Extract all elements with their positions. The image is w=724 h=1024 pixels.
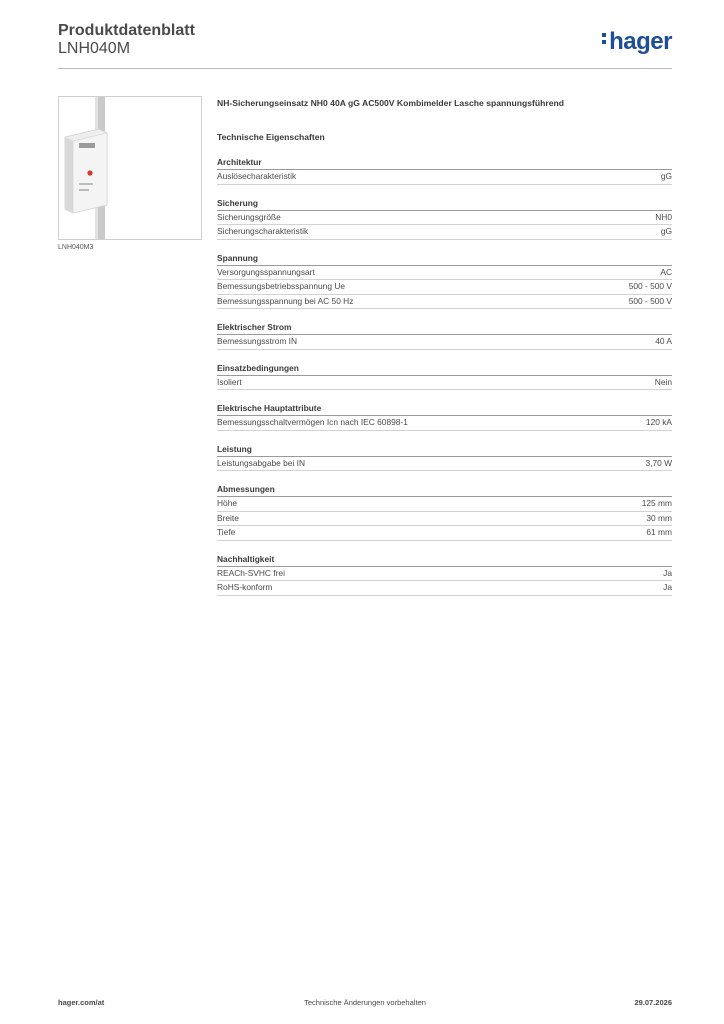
property-section — [217, 483, 672, 541]
property-label: RoHS-konform — [217, 582, 273, 592]
section-title: Leistung — [217, 443, 672, 457]
header-divider — [58, 68, 672, 69]
property-label: Breite — [217, 512, 239, 523]
property-row — [217, 170, 672, 185]
property-value: gG — [660, 171, 672, 181]
property-value: 125 mm — [641, 498, 672, 508]
property-section — [217, 443, 672, 472]
product-code: LNH040M — [58, 40, 131, 57]
property-row — [217, 581, 672, 596]
footer-website[interactable]: hager.com/at — [58, 998, 105, 1007]
page-header — [58, 20, 672, 68]
property-row — [217, 567, 672, 582]
section-title: Nachhaltigkeit — [217, 553, 672, 567]
property-row — [217, 280, 672, 295]
property-row — [217, 211, 672, 226]
footer-disclaimer: Technische Änderungen vorbehalten — [304, 998, 426, 1007]
section-title: Spannung — [217, 252, 672, 266]
property-section — [217, 321, 672, 350]
property-section — [217, 156, 672, 185]
property-value: AC — [660, 266, 672, 277]
property-label: Leistungsabgabe bei IN — [217, 457, 306, 468]
property-label: Isoliert — [217, 376, 242, 387]
property-row — [217, 512, 672, 527]
section-title: Elektrische Hauptattribute — [217, 402, 672, 416]
property-section — [217, 402, 672, 431]
property-value: 40 A — [655, 336, 672, 346]
hager-logo — [602, 28, 672, 56]
property-section — [217, 553, 672, 596]
property-label: Bemessungsspannung bei AC 50 Hz — [217, 295, 354, 306]
property-label: Höhe — [217, 498, 238, 508]
fuse-image-icon — [59, 97, 201, 239]
property-row — [217, 335, 672, 350]
document-title: Produktdatenblatt — [58, 22, 195, 39]
property-value: NH0 — [655, 211, 672, 222]
property-value: Nein — [654, 376, 672, 387]
property-section — [217, 362, 672, 391]
property-label: REACh-SVHC frei — [217, 567, 285, 578]
property-label: Tiefe — [217, 527, 236, 537]
section-title: Elektrischer Strom — [217, 321, 672, 335]
property-label: Sicherungscharakteristik — [217, 226, 309, 236]
property-value: 61 mm — [646, 527, 672, 537]
product-details — [217, 96, 672, 596]
property-value: 120 kA — [645, 417, 672, 427]
image-caption: LNH040M3 — [58, 244, 94, 251]
property-value: Ja — [663, 567, 672, 578]
technical-properties-heading: Technische Eigenschaften — [217, 132, 325, 142]
property-label: Sicherungsgröße — [217, 211, 281, 222]
property-value: Ja — [663, 582, 672, 592]
property-value: gG — [660, 226, 672, 236]
property-section — [217, 197, 672, 240]
property-label: Bemessungsbetriebsspannung Ue — [217, 281, 346, 291]
product-image — [58, 96, 202, 240]
logo-dots-icon — [602, 30, 607, 47]
product-description: NH-Sicherungseinsatz NH0 40A gG AC500V Kombimelder Lasche spannungsführend — [217, 98, 565, 108]
footer-date: 29.07.2026 — [634, 998, 672, 1007]
property-row — [217, 416, 672, 431]
property-value: 500 - 500 V — [628, 295, 672, 306]
property-row — [217, 497, 672, 512]
property-row — [217, 376, 672, 391]
property-label: Versorgungsspannungsart — [217, 266, 315, 277]
property-row — [217, 266, 672, 281]
property-value: 500 - 500 V — [628, 281, 672, 291]
property-section — [217, 252, 672, 310]
section-title: Sicherung — [217, 197, 672, 211]
section-title: Abmessungen — [217, 483, 672, 497]
property-label: Auslösecharakteristik — [217, 171, 297, 181]
logo-text: hager — [609, 28, 672, 55]
property-row — [217, 295, 672, 310]
property-row — [217, 225, 672, 240]
property-row — [217, 526, 672, 541]
section-title: Architektur — [217, 156, 672, 170]
property-value: 3,70 W — [645, 457, 672, 468]
property-label: Bemessungsstrom IN — [217, 336, 298, 346]
property-value: 30 mm — [646, 512, 672, 523]
property-row — [217, 457, 672, 472]
section-title: Einsatzbedingungen — [217, 362, 672, 376]
properties-list — [217, 156, 672, 596]
property-label: Bemessungsschaltvermögen Icn nach IEC 60898-1 — [217, 417, 408, 427]
